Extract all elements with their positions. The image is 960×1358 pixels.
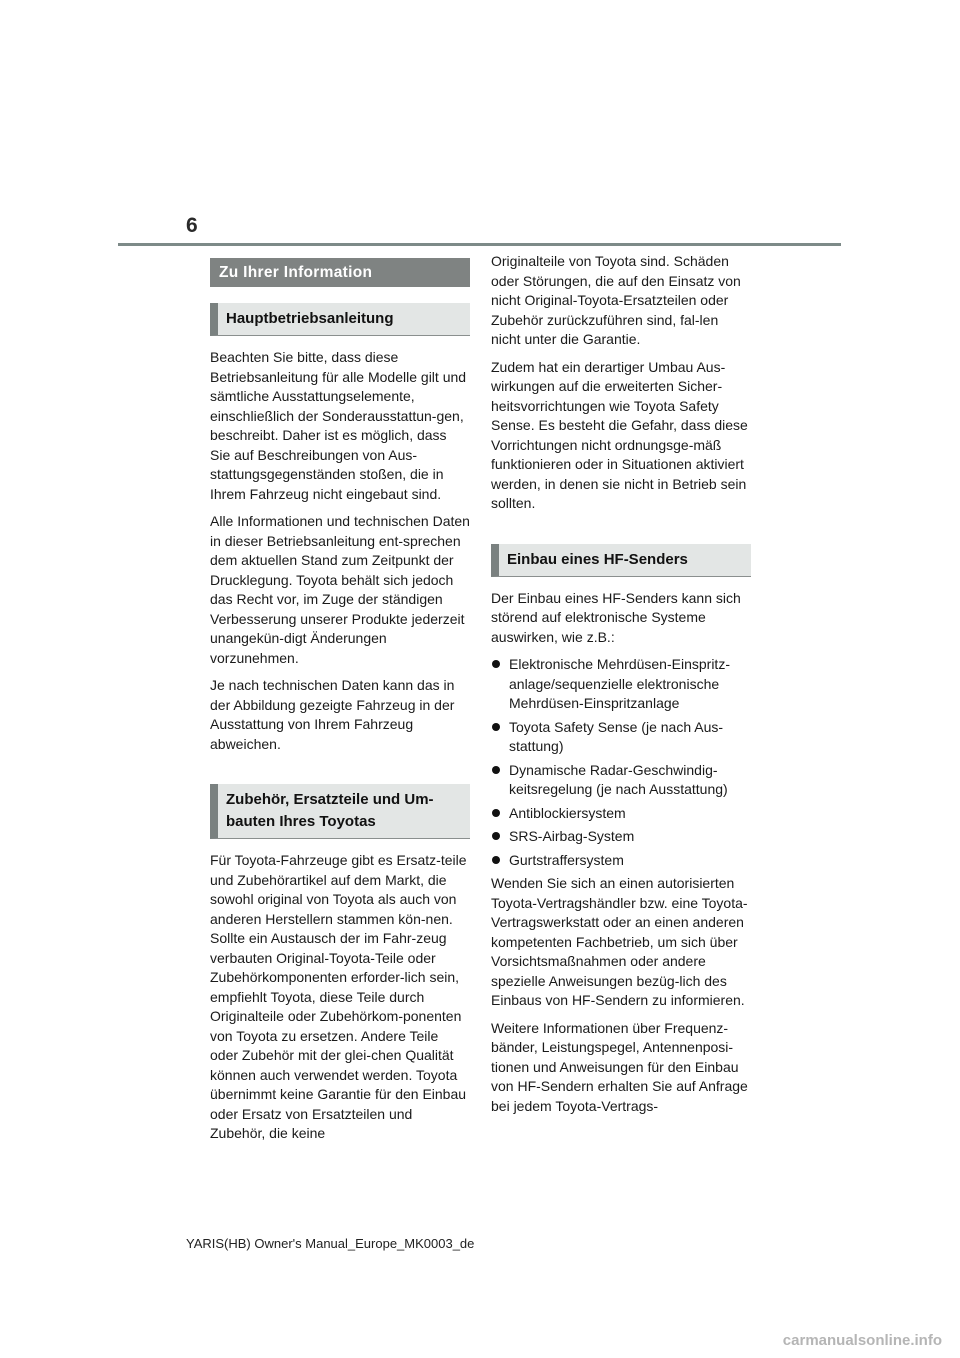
list-item: Gurtstraffersystem xyxy=(491,851,751,871)
list-item: Elektronische Mehrdüsen-Einspritz-anlage/sequenzielle elektronische Mehrdüsen-Einspritzanlage xyxy=(491,655,751,714)
subsection-title-hf-sender: Einbau eines HF-Senders xyxy=(491,544,751,577)
header-divider xyxy=(118,243,841,246)
right-column xyxy=(491,252,751,1124)
paragraph: Beachten Sie bitte, dass diese Betriebsanleitung für alle Modelle gilt und sämtliche Ausstattungselemente, einschließlich der Sonderausstattun-gen, beschreibt. Daher ist es möglich, dass Sie auf Beschreibungen von Aus-stattungsgegenständen stoßen, die in Ihrem Fahrzeug nicht eingebaut sind. xyxy=(210,349,467,502)
left-column xyxy=(210,258,470,1152)
paragraph: Originalteile von Toyota sind. Schäden oder Störungen, die auf den Einsatz von nicht Original-Toyota-Ersatzteilen oder Zubehör zurückzuführen sind, fal-len nicht unter die Garantie. xyxy=(491,253,741,347)
bullet-list xyxy=(491,655,751,870)
paragraph: Je nach technischen Daten kann das in der Abbildung gezeigte Fahrzeug in der Ausstattung von Ihrem Fahrzeug abweichen. xyxy=(210,677,455,752)
subsection-title-hauptbetriebsanleitung: Hauptbetriebsanleitung xyxy=(210,303,470,336)
subsection-title-zubehoer: Zubehör, Ersatzteile und Um-bauten Ihres Toyotas xyxy=(210,784,470,839)
section-title: Zu Ihrer Information xyxy=(210,258,470,287)
paragraph: Für Toyota-Fahrzeuge gibt es Ersatz-teile und Zubehörartikel auf dem Markt, die sowohl original von Toyota als auch von anderen Herstellern stammen kön-nen. Sollte ein Austausch der im Fahr-zeug verbauten Original-Toyota-Teile oder Zubehörkomponenten erforder-lich sein, empfiehlt Toyota, diese Teile durch Originalteile oder Zubehörkom-ponenten von Toyota zu ersetzen. Andere Teile oder Zubehör mit der glei-chen Qualität können auch verwendet werden. Toyota übernimmt keine Garantie für den Einbau oder Ersatz von Ersatzteilen und Zubehör, die keine xyxy=(210,852,467,1141)
list-item: Toyota Safety Sense (je nach Aus-stattung) xyxy=(491,718,751,757)
page-number: 6 xyxy=(186,214,198,237)
paragraph: Wenden Sie sich an einen autorisierten Toyota-Vertragshändler bzw. eine Toyota-Vertragswerkstatt oder an einen anderen kompetenten Fachbetrieb, um sich über Vorsichtsmaßnahmen oder andere spezielle Anweisungen bezüg-lich des Einbaus von HF-Sendern zu informieren. xyxy=(491,875,748,1008)
bullet-icon xyxy=(492,809,500,817)
paragraph: Alle Informationen und technischen Daten in dieser Betriebsanleitung ent-sprechen dem aktuellen Stand zum Zeitpunkt der Drucklegung. Toyota behält sich jedoch das Recht vor, im Zuge der ständigen Verbesserung unserer Produkte jederzeit unangekün-digt Änderungen vorzunehmen. xyxy=(210,513,470,666)
bullet-icon xyxy=(492,723,500,731)
list-item: SRS-Airbag-System xyxy=(491,827,751,847)
list-item: Dynamische Radar-Geschwindig-keitsregelung (je nach Ausstattung) xyxy=(491,761,751,800)
bullet-icon xyxy=(492,660,500,668)
bullet-icon xyxy=(492,832,500,840)
paragraph: Der Einbau eines HF-Senders kann sich störend auf elektronische Systeme auswirken, wie z.B.: xyxy=(491,589,741,645)
paragraph: Weitere Informationen über Frequenz-bänder, Leistungspegel, Antennenposi-tionen und Anweisungen für den Einbau von HF-Sendern erhalten Sie auf Anfrage bei jedem Toyota-Vertrags- xyxy=(491,1019,748,1114)
list-item: Antiblockiersystem xyxy=(491,804,751,824)
paragraph: Zudem hat ein derartiger Umbau Aus-wirkungen auf die erweiterten Sicher-heitsvorrichtungen wie Toyota Safety Sense. Es besteht die Gefahr, dass diese Vorrichtungen nicht ordnungsge-mäß funktionieren oder in Situationen aktiviert werden, in denen sie nicht in Betrieb sein sollten. xyxy=(491,358,748,511)
bullet-icon xyxy=(492,766,500,774)
bullet-icon xyxy=(492,856,500,864)
footer-text: YARIS(HB) Owner's Manual_Europe_MK0003_de xyxy=(186,1236,475,1251)
watermark[interactable]: carmanualsonline.info xyxy=(782,1332,942,1349)
